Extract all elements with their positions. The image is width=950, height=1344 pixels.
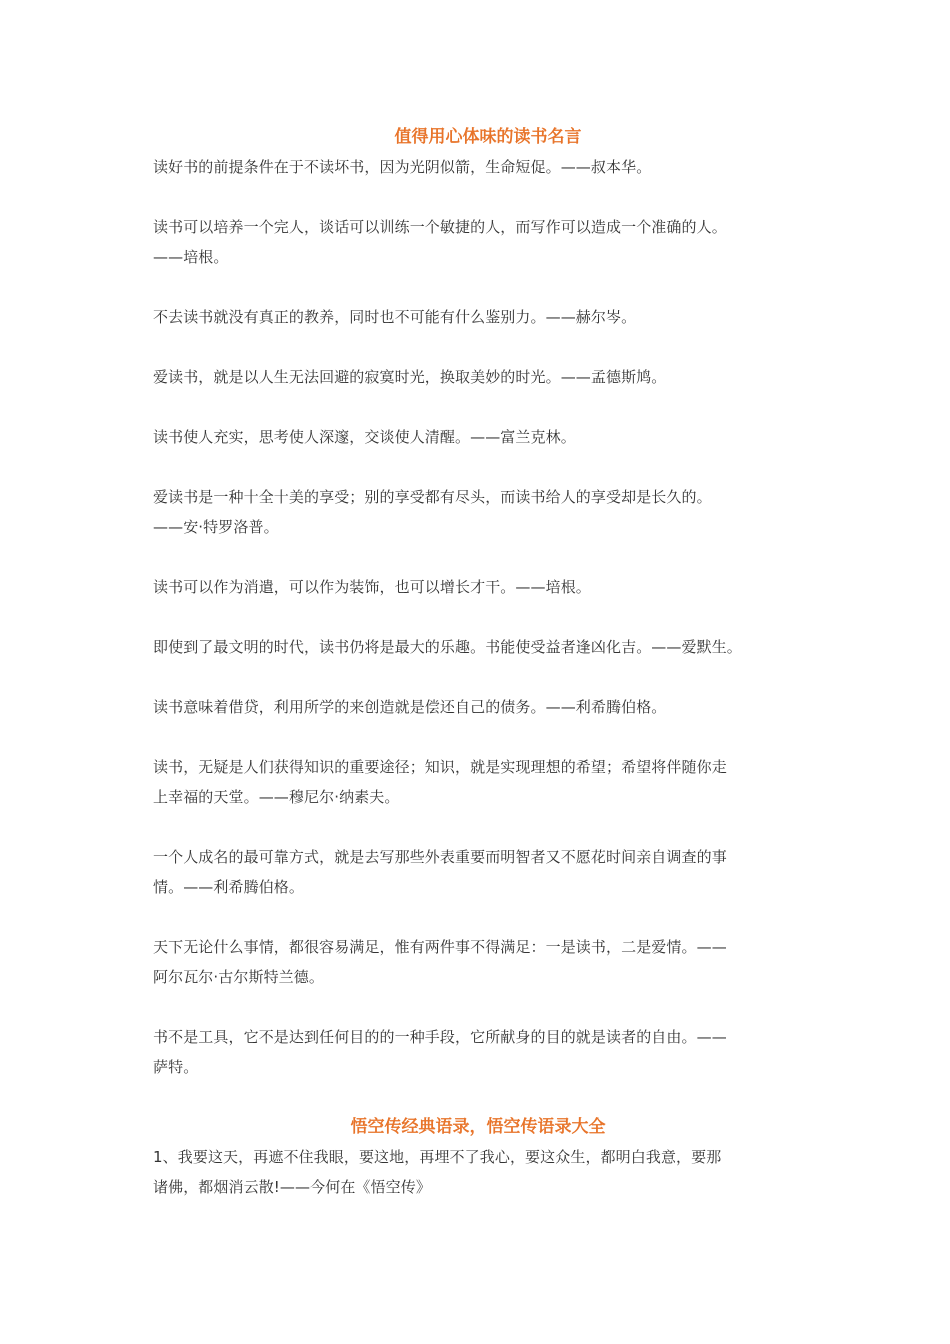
- quote-paragraph: 一个人成名的最可靠方式，就是去写那些外表重要而明智者又不愿花时间亲自调查的事 情。——利希腾伯格。: [153, 848, 727, 896]
- quote-paragraph: 读好书的前提条件在于不读坏书，因为光阴似箭，生命短促。——叔本华。: [153, 158, 652, 176]
- section-heading: 值得用心体味的读书名言: [394, 127, 582, 147]
- quote-paragraph: 爱读书是一种十全十美的享受；别的享受都有尽头，而读书给人的享受却是长久的。 ——安·特罗洛普。: [153, 488, 712, 536]
- reading-quotes-section: [153, 122, 803, 1082]
- quote-paragraph: 1、我要这天，再遮不住我眼，要这地，再埋不了我心，要这众生，都明白我意，要那 诸佛，都烟消云散!——今何在《悟空传》: [153, 1148, 722, 1196]
- quote-paragraph: 读书意味着借贷，利用所学的来创造就是偿还自己的债务。——利希腾伯格。: [153, 698, 667, 716]
- wukong-quotes-section: [153, 1112, 803, 1202]
- quote-paragraph: 读书可以作为消遣，可以作为装饰，也可以增长才干。——培根。: [153, 578, 591, 596]
- quote-paragraph: 读书使人充实，思考使人深邃，交谈使人清醒。——富兰克林。: [153, 428, 576, 446]
- quote-paragraph: 读书，无疑是人们获得知识的重要途径；知识，就是实现理想的希望；希望将伴随你走 上幸福的天堂。——穆尼尔·纳素夫。: [153, 758, 727, 806]
- section-heading: 悟空传经典语录，悟空传语录大全: [350, 1117, 606, 1137]
- quote-paragraph: 天下无论什么事情，都很容易满足，惟有两件事不得满足：一是读书，二是爱情。—— 阿尔瓦尔·古尔斯特兰德。: [153, 938, 727, 986]
- quote-paragraph: 即使到了最文明的时代，读书仍将是最大的乐趣。书能使受益者逢凶化吉。——爱默生。: [153, 638, 742, 656]
- quote-paragraph: 不去读书就没有真正的教养，同时也不可能有什么鉴别力。——赫尔岑。: [153, 308, 637, 326]
- quote-paragraph: 读书可以培养一个完人，谈话可以训练一个敏捷的人，而写作可以造成一个准确的人。 ——培根。: [153, 218, 727, 266]
- quote-paragraph: 爱读书，就是以人生无法回避的寂寞时光，换取美妙的时光。——孟德斯鸠。: [153, 368, 667, 386]
- quote-paragraph: 书不是工具，它不是达到任何目的的一种手段，它所献身的目的就是读者的自由。—— 萨特。: [153, 1028, 727, 1076]
- document-page: [153, 122, 803, 1202]
